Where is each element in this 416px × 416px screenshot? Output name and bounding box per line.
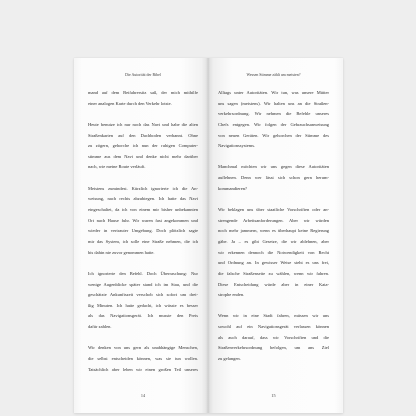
paragraph [88,343,198,375]
text-line: sowohl auf ein Navigationsgerät verlassen können [218,324,329,330]
text-line: ßig Minuten. Ich hatte gedacht, ich wüsste es besser [88,302,198,308]
text-line: Straßenkarten auf den Dachboden verbannt. Ohne [88,132,198,138]
text-line: Ort nach Hause fuhr. Wir waren fast angekommen und [88,217,198,223]
text-line: Navigationssystems. [218,143,256,149]
text-line: Heute benutze ich nur noch das Navi und habe die alten [88,121,198,127]
text-line: bis dahin nie zuvor genommen hatte. [88,249,155,255]
text-line: mir das System, ich solle eine Straße nehmen, die ich [88,238,198,244]
paragraph [218,205,329,301]
text-line: Wir beklagen uns über staatliche Vorschriften oder an- [218,207,329,213]
book-spread [74,58,343,413]
text-line: Straßenverkehrsordnung befolgen, um ans Ziel [218,345,329,351]
text-line: Diese Entscheidung würde aber in einer Kata- [218,281,329,287]
text-line: von neuen Geräten. Wir gehorchen der Stimme des [218,132,329,138]
paragraph [88,184,198,258]
paragraph [218,311,329,364]
text-line: nach, wie meine Route verläuft. [88,164,146,170]
text-line: Tatsächlich aber leben wir einen großen Teil unseres [88,366,198,372]
text-line: dafür zahlen. [88,324,112,330]
text-line: die selbst entscheiden können, was sie tun wollen. [88,356,198,362]
paragraph [88,269,198,333]
page-number: 14 [140,393,146,398]
running-head: Die Autorität der Bibel [125,73,161,77]
text-line: strophe enden. [218,292,245,298]
text-line: strengende Arbeitsanforderungen. Aber wir würden [218,217,329,223]
text-line: Wenn wir in eine Stadt fahren, müssen wir uns [218,313,329,319]
text-column [218,88,329,375]
text-line: stimme aus dem Navi und denke nicht mehr darüber [88,153,198,159]
text-line: kommandieren? [218,185,247,191]
text-line: Wir denken von uns gern als unabhängige Menschen, [88,345,198,351]
text-line: wir erkennen dennoch die Notwendigkeit von Recht [218,249,329,255]
paragraph [218,162,329,194]
running-head: Wessen Stimme zählt am meisten? [246,73,301,77]
text-column [88,88,198,386]
text-line: mand auf dem Beifahrersitz saß, der mich mithilfe [88,90,198,95]
text-line: geschätzte Ankunftszeit verschob sich sofort um drei- [88,292,198,298]
text-line: und Ordnung an. In gewisser Weise steht es uns frei, [218,260,329,266]
paragraph [218,88,329,152]
text-line: auflehnen. Denn wer lässt sich schon gern herum- [218,175,329,181]
page-number: 15 [271,393,276,398]
text-line: verkehrsordnung. Wir nehmen die Befehle unseres [218,111,329,117]
text-line: zu gelangen. [218,356,241,362]
text-line: Chefs entgegen. Wir folgen der Gebrauchsanweisung [218,121,329,127]
text-line: Ich ignorierte den Befehl. Doch Überraschung: Nur [88,270,198,276]
text-line: uns sagen (meistens). Wir halten uns an die Straßen- [218,100,329,106]
text-line: Meistens zumindest. Kürzlich ignorierte ich die An- [88,185,198,191]
right-page [208,58,343,413]
text-line: Manchmal möchten wir uns gegen diese Autoritäten [218,164,329,170]
paragraph [88,88,198,109]
text-line: einer analogen Karte durch den Verkehr lotste. [88,100,172,106]
text-line: wenige Augenblicke später stand ich im Stau, und die [88,281,198,287]
text-line: die falsche Straßenseite zu wählen, wenn wir fahren. [218,270,329,276]
text-line: als auch darauf, dass wir Vorschriften und die [218,334,329,340]
paragraph [88,120,198,173]
text-line: wieder in vertrauter Umgebung. Doch plötzlich sagte [88,228,198,234]
left-page [74,58,208,413]
text-line: eingeschaltet, da ich von einem mir bisher unbekannten [88,207,198,213]
gutter-shadow [206,58,210,413]
text-line: noch mehr jammern, wenn es überhaupt keine Regierung [218,228,329,234]
text-line: zu zögern, gehorche ich nun der ruhigen Computer- [88,143,198,149]
text-line: weisung, nach rechts abzubiegen. Ich hatte das Navi [88,196,198,202]
text-line: Alltags unter Autoritäten. Wir tun, was unsere Mütter [218,90,329,95]
text-line: gäbe. Ja – es gibt Gesetze, die wir ablehnen, aber [218,238,329,244]
text-line: als das Navigationsgerät. Ich musste den Preis [88,313,198,319]
